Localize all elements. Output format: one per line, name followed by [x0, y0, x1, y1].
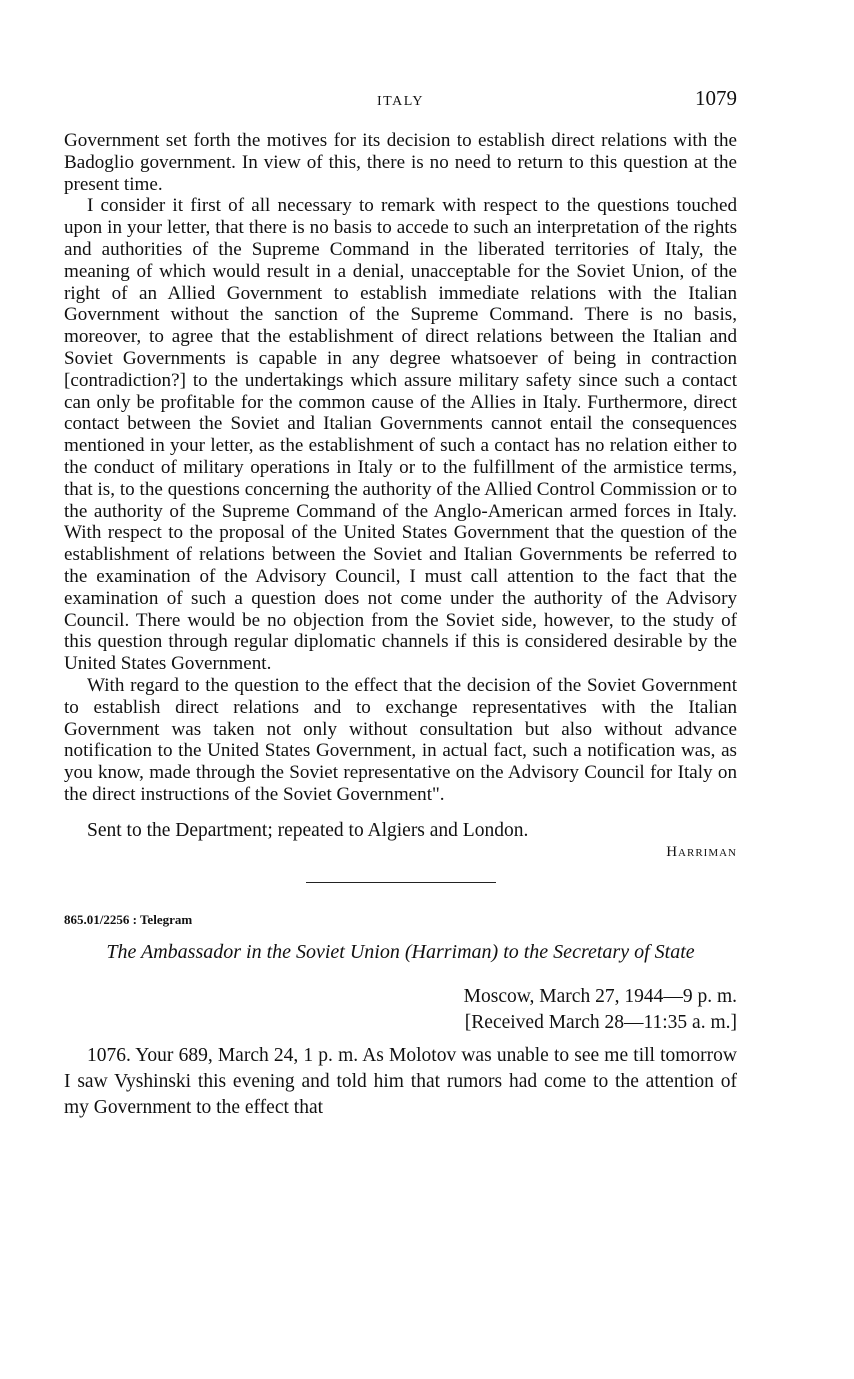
telegram-body: 1076. Your 689, March 24, 1 p. m. As Molotov was unable to see me till tomorrow I saw Vyshinski this evening and told him that rumors had come to the attention of my Government to the effect that: [64, 1044, 737, 1118]
signature: Harriman: [666, 843, 737, 860]
paragraph: I consider it first of all necessary to remark with respect to the questions touched upon in your letter, that there is no basis to accede to such an interpretation of the rights and authorities of the Supreme Command in the liberated territories of Italy, the meaning of which would result in a denial, unacceptable for the Soviet Union, of the right of an Allied Government to establish immediate relations with the Italian Government without the sanction of the Supreme Command. There is no basis, moreover, to agree that the establishment of direct relations between the Italian and Soviet Governments is capable in any degree whatsoever of being in contraction [contradiction?] to the undertakings which assure military safety since such a contact can only be profitable for the common cause of the Allies in Italy. Furthermore, direct contact between the Soviet and Italian Governments cannot entail the consequences mentioned in your letter, as the establishment of such a contact has no relation either to the conduct of military operations in Italy or to the fulfillment of the armistice terms, that is, to the questions concerning the authority of the Allied Control Commission or to the authority of the Supreme Command of the Anglo-American armed forces in Italy. With respect to the proposal of the United States Government that the question of the establishment of relations between the Soviet and Italian Governments be referred to the examination of the Advisory Council, I must call attention to the fact that the examination of such a question does not come under the authority of the Advisory Council. There would be no objection from the Soviet side, however, to the study of this question through regular diplomatic channels if this is considered desirable by the United States Government.: [64, 195, 737, 675]
section-divider: [306, 882, 496, 883]
sent-line: Sent to the Department; repeated to Algiers and London.: [87, 819, 529, 841]
page-number: 1079: [695, 86, 737, 110]
file-reference: 865.01/2256 : Telegram: [64, 911, 193, 927]
dateline-received: [Received March 28—11:35 a. m.]: [464, 1011, 737, 1033]
dateline: [64, 984, 737, 1036]
document-page: [64, 86, 737, 1121]
dateline-sent: Moscow, March 27, 1944—9 p. m.: [463, 985, 737, 1007]
running-head: [64, 86, 737, 116]
letter-body: [64, 130, 737, 806]
running-title: ITALY: [377, 94, 424, 109]
paragraph-continued: Government set forth the motives for its decision to establish direct relations with the Badoglio government. In view of this, there is no need to return to this question at the present time.: [64, 130, 737, 195]
paragraph: With regard to the question to the effect that the decision of the Soviet Government to establish direct relations and to exchange representatives with the Italian Government was taken not only without consultation but also without advance notification to the United States Government, in actual fact, such a notification was, as you know, made through the Soviet representative on the Advisory Council for Italy on the direct instructions of the Soviet Government".: [64, 674, 737, 805]
document-title: The Ambassador in the Soviet Union (Harriman) to the Secretary of State: [106, 940, 695, 963]
